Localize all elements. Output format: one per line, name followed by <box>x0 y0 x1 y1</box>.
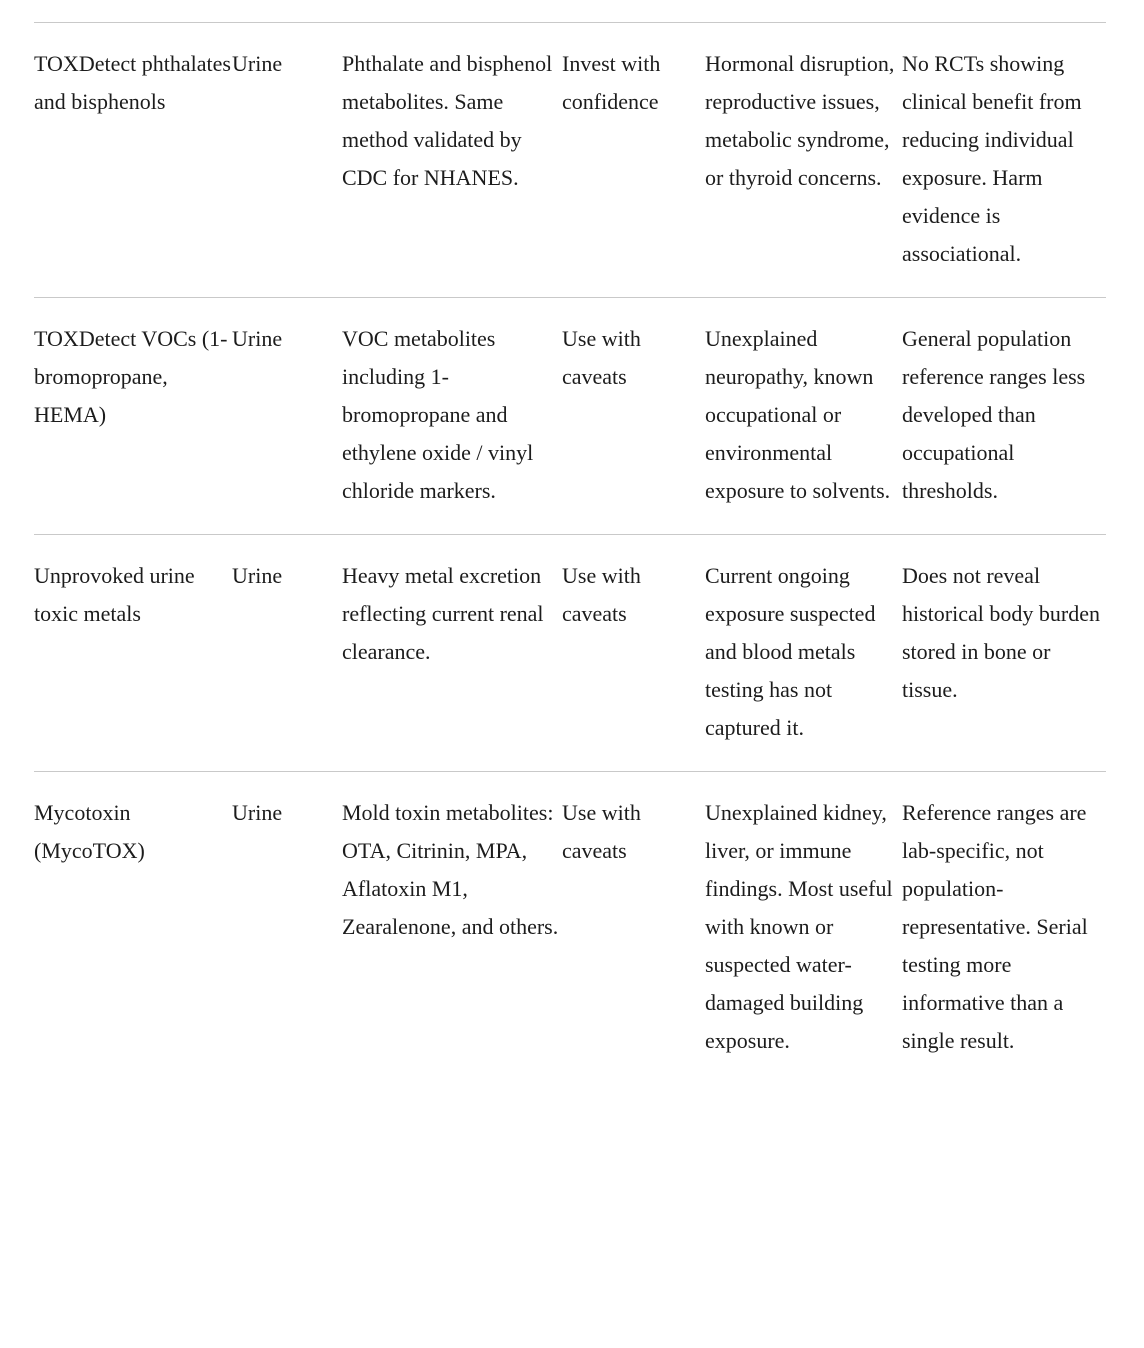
specimen-text: Urine <box>232 800 283 825</box>
test-name-text: TOXDetect phthalates and bisphenols <box>34 51 231 114</box>
cell-what-it-measures <box>342 298 562 535</box>
limitations-text: No RCTs showing clinical benefit from reducing individual exposure. Harm evidence is associational. <box>902 51 1082 266</box>
limitations-text: Reference ranges are lab-specific, not population-representative. Serial testing more informative than a single result. <box>902 800 1088 1053</box>
cell-limitations <box>902 535 1106 772</box>
verdict-text: Use with caveats <box>562 326 641 389</box>
cell-specimen <box>232 298 342 535</box>
cell-limitations <box>902 772 1106 1085</box>
cell-what-it-measures <box>342 535 562 772</box>
cell-test-name <box>34 298 232 535</box>
cell-test-name <box>34 535 232 772</box>
cell-specimen <box>232 535 342 772</box>
when-useful-text: Current ongoing exposure suspected and blood metals testing has not captured it. <box>705 563 876 740</box>
cell-when-useful <box>705 298 902 535</box>
cell-verdict <box>562 23 705 298</box>
what-it-measures-text: VOC metabolites including 1-bromopropane and ethylene oxide / vinyl chloride markers. <box>342 326 534 503</box>
test-name-text: Mycotoxin (MycoTOX) <box>34 800 145 863</box>
test-name-text: Unprovoked urine toxic metals <box>34 563 195 626</box>
specimen-text: Urine <box>232 563 283 588</box>
limitations-text: General population reference ranges less developed than occupational thresholds. <box>902 326 1086 503</box>
cell-specimen <box>232 772 342 1085</box>
cell-when-useful <box>705 772 902 1085</box>
cell-limitations <box>902 298 1106 535</box>
table-row <box>34 23 1106 298</box>
what-it-measures-text: Mold toxin metabolites: OTA, Citrinin, MPA, Aflatoxin M1, Zearalenone, and others. <box>342 800 559 939</box>
verdict-text: Use with caveats <box>562 800 641 863</box>
cell-verdict <box>562 298 705 535</box>
cell-verdict <box>562 535 705 772</box>
table-row <box>34 772 1106 1085</box>
cell-specimen <box>232 23 342 298</box>
when-useful-text: Unexplained neuropathy, known occupational or environmental exposure to solvents. <box>705 326 891 503</box>
what-it-measures-text: Phthalate and bisphenol metabolites. Same method validated by CDC for NHANES. <box>342 51 553 190</box>
table-row <box>34 298 1106 535</box>
test-name-text: TOXDetect VOCs (1-bromopropane, HEMA) <box>34 326 228 427</box>
what-it-measures-text: Heavy metal excretion reflecting current renal clearance. <box>342 563 544 664</box>
toxicology-test-comparison-table <box>34 22 1106 1084</box>
limitations-text: Does not reveal historical body burden stored in bone or tissue. <box>902 563 1100 702</box>
cell-when-useful <box>705 535 902 772</box>
cell-verdict <box>562 772 705 1085</box>
cell-what-it-measures <box>342 772 562 1085</box>
when-useful-text: Hormonal disruption, reproductive issues, metabolic syndrome, or thyroid concerns. <box>705 51 895 190</box>
table-body <box>34 23 1106 1085</box>
when-useful-text: Unexplained kidney, liver, or immune findings. Most useful with known or suspected water-damaged building exposure. <box>705 800 893 1053</box>
verdict-text: Invest with confidence <box>562 51 661 114</box>
specimen-text: Urine <box>232 326 283 351</box>
cell-limitations <box>902 23 1106 298</box>
verdict-text: Use with caveats <box>562 563 641 626</box>
table-row <box>34 535 1106 772</box>
cell-what-it-measures <box>342 23 562 298</box>
cell-test-name <box>34 23 232 298</box>
cell-when-useful <box>705 23 902 298</box>
specimen-text: Urine <box>232 51 283 76</box>
cell-test-name <box>34 772 232 1085</box>
